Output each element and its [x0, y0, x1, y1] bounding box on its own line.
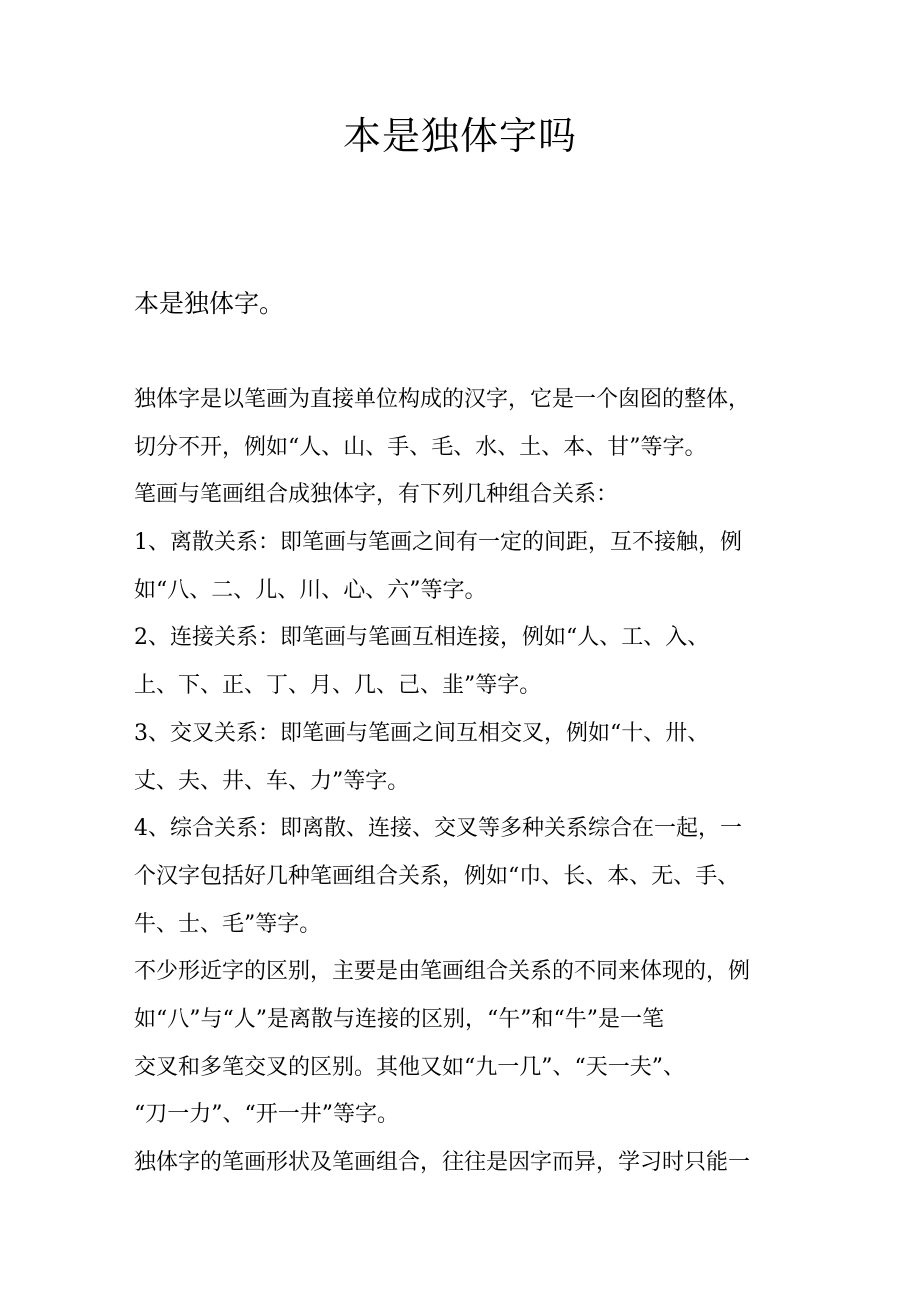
- body-line: 3、交叉关系：即笔画与笔画之间互相交叉，例如“十、卅、: [134, 720, 710, 746]
- body-line: 丈、夫、井、车、力”等字。: [134, 768, 410, 794]
- body-line: 笔画与笔画组合成独体字，有下列几种组合关系：: [134, 482, 619, 508]
- body-line: 2、连接关系：即笔画与笔画互相连接，例如“人、工、入、: [134, 625, 710, 651]
- body-line: 切分不开，例如“人、山、手、毛、水、土、本、甘”等字。: [134, 434, 707, 460]
- body-line: 个汉字包括好几种笔画组合关系，例如“巾、长、本、无、手、: [134, 863, 740, 889]
- body-text: [134, 376, 814, 1187]
- body-line: 如“八”与“人”是离散与连接的区别，“午”和“牛”是一笔: [134, 1006, 664, 1032]
- body-line: 独体字是以笔画为直接单位构成的汉字，它是一个囱囵的整体，: [134, 387, 751, 412]
- body-line: 不少形近字的区别，主要是由笔画组合关系的不同来体现的，例: [134, 959, 751, 985]
- body-line: 独体字的笔画形状及笔画组合，往往是因字而异，学习时只能一: [134, 1150, 751, 1175]
- body-line: 牛、士、毛”等字。: [134, 911, 322, 937]
- lead-sentence: 本是独体字。: [134, 289, 285, 318]
- document-title: 本是独体字吗: [342, 114, 577, 158]
- body-line: 4、综合关系：即离散、连接、交叉等多种关系综合在一起，一: [134, 816, 742, 842]
- body-line: 1、离散关系：即笔画与笔画之间有一定的间距，互不接触，例: [134, 530, 742, 556]
- body-line: “刀一力”、“开一井”等字。: [134, 1102, 399, 1128]
- body-line: 如“八、二、儿、川、心、六”等字。: [134, 577, 487, 603]
- body-line: 上、下、正、丁、月、几、己、韭”等字。: [134, 673, 542, 699]
- body-line: 交叉和多笔交叉的区别。其他又如“九一几”、“天一夫”、: [134, 1054, 685, 1080]
